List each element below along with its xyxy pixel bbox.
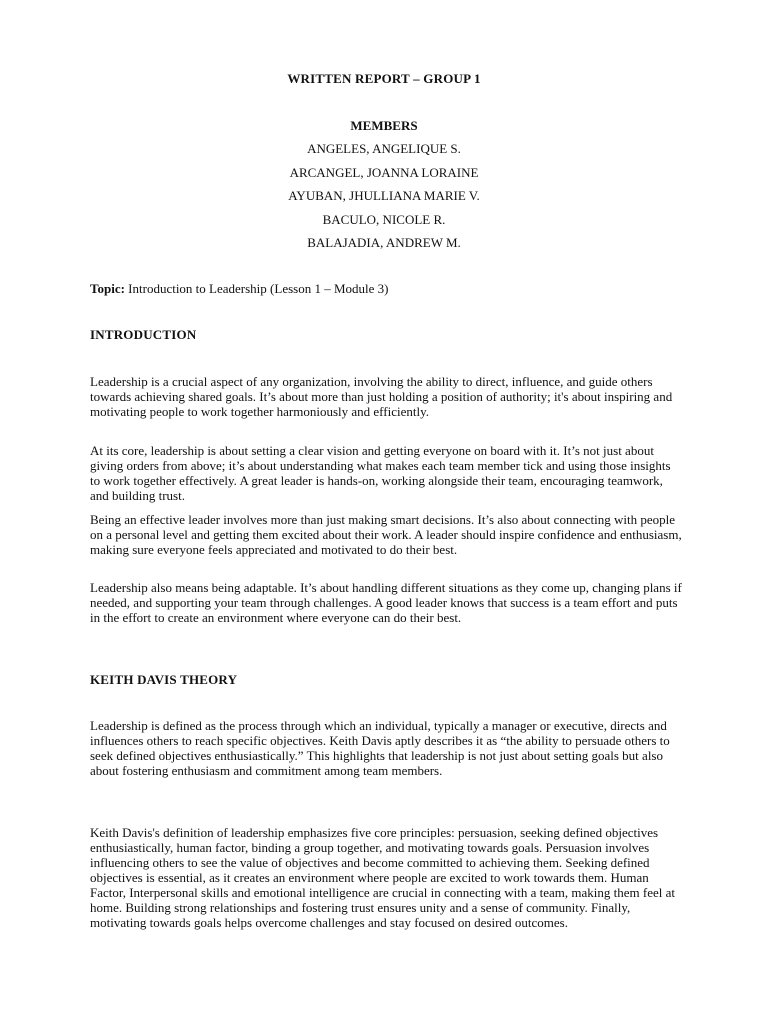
keith-davis-paragraph: Leadership is defined as the process through which an individual, typically a manager or executive, directs and influences others to reach specific objectives. Keith Davis aptly describes it as “the ability to persuade others to seek defined objectives enthusiastically.” This highlights that leadership is not just about setting goals but also about fostering enthusiasm and commitment among team members.	[90, 718, 670, 778]
topic-value: Introduction to Leadership (Lesson 1 – Module 3)	[124, 281, 389, 296]
intro-paragraph: Being an effective leader involves more than just making smart decisions. It’s also about connecting with people on a personal level and getting them excited about their work. A leader should inspire confidence and enthusiasm, making sure everyone feels appreciated and motivated to do their best.	[90, 512, 682, 557]
member-name: BACULO, NICOLE R.	[322, 211, 446, 227]
intro-paragraph: At its core, leadership is about setting a clear vision and getting everyone on board with it. It’s not just about giving orders from above; it’s about understanding what makes each team member tick and using those insights to work together effectively. A great leader is hands-on, working alongside their team, encouraging teamwork, and building trust.	[90, 443, 671, 503]
member-name: ARCANGEL, JOANNA LORAINE	[289, 164, 479, 180]
member-name: AYUBAN, JHULLIANA MARIE V.	[288, 188, 480, 203]
report-title: WRITTEN REPORT – GROUP 1	[287, 71, 481, 86]
topic-label: Topic:	[90, 281, 125, 296]
member-name: BALAJADIA, ANDREW M.	[307, 235, 461, 250]
introduction-heading: INTRODUCTION	[90, 327, 197, 342]
topic-line	[90, 281, 388, 297]
intro-paragraph: Leadership is a crucial aspect of any organization, involving the ability to direct, influence, and guide others towards achieving shared goals. It’s about more than just holding a position of authority; it's about inspiring and motivating people to work together harmoniously and efficiently.	[90, 374, 673, 419]
members-list	[0, 141, 768, 259]
intro-paragraph: Leadership also means being adaptable. It’s about handling different situations as they come up, changing plans if needed, and supporting your team through challenges. A good leader knows that success is a team effort and puts in the effort to create an environment where everyone can do their best.	[90, 580, 682, 625]
members-heading: MEMBERS	[350, 118, 418, 133]
keith-davis-heading: KEITH DAVIS THEORY	[90, 672, 238, 687]
keith-davis-paragraph: Keith Davis's definition of leadership emphasizes five core principles: persuasion, seeking defined objectives enthusiastically, human factor, binding a group together, and motivating towards goals. Persuasion involves influencing others to see the value of objectives and become committed to achieving them. Seeking defined objectives is essential, as it creates an environment where people are excited to work towards them. Human Factor, Interpersonal skills and emotional intelligence are crucial in connecting with a team, making them feel at home. Building strong relationships and fostering trust ensures unity and a sense of community. Finally, motivating towards goals helps overcome challenges and stay focused on desired outcomes.	[90, 825, 675, 930]
member-name: ANGELES, ANGELIQUE S.	[307, 141, 461, 156]
